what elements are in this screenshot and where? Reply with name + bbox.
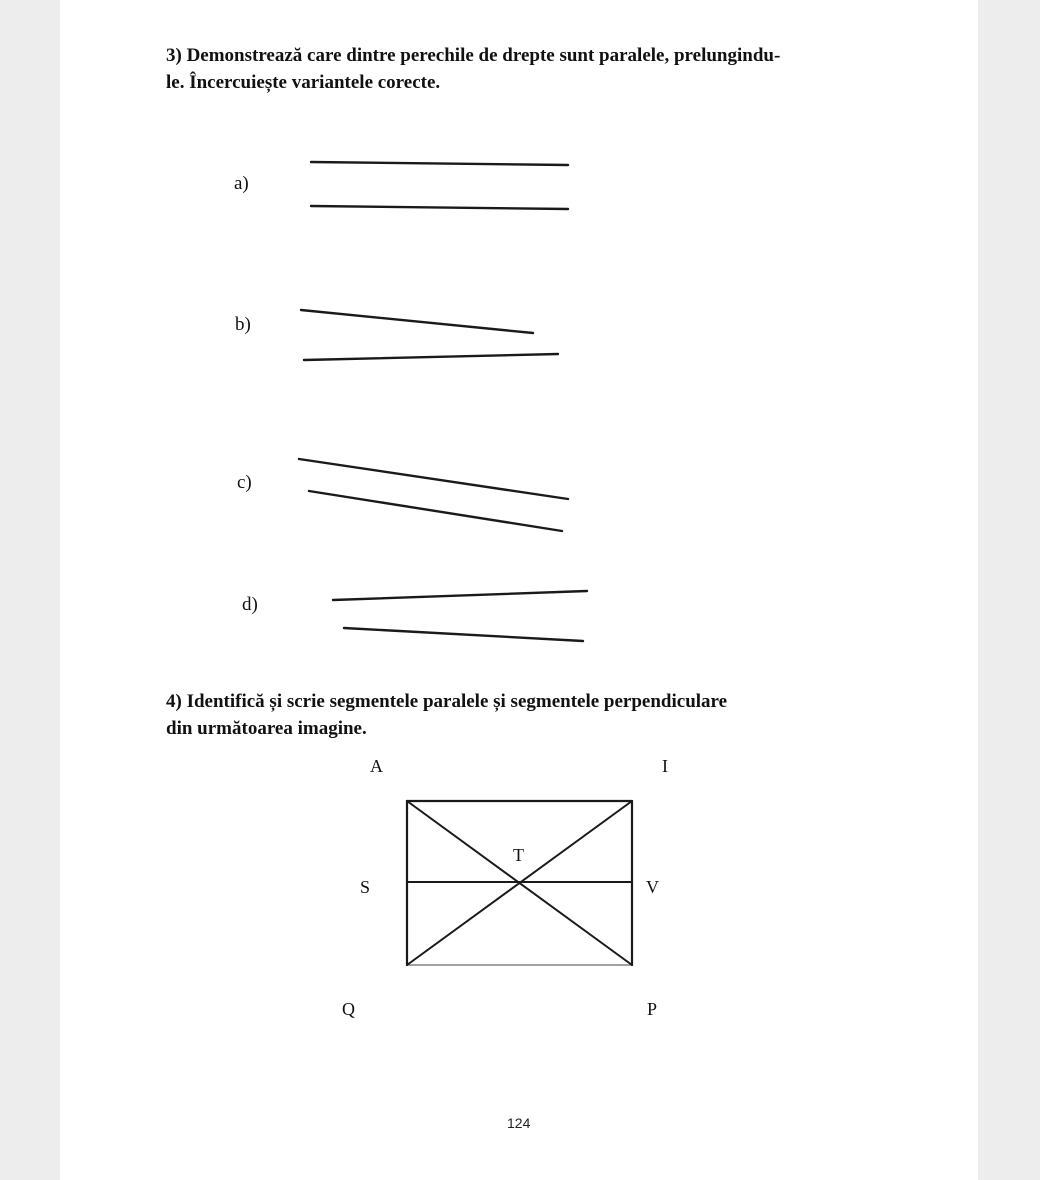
point-label-i: I: [662, 756, 668, 776]
question-3-line-2: le. Încercuiește variantele corecte.: [166, 72, 441, 93]
option-c-line-2: [309, 491, 562, 531]
option-c-lines: [299, 459, 568, 531]
option-c-line-1: [299, 459, 568, 499]
option-a-line-2: [311, 206, 568, 209]
point-label-q: Q: [342, 999, 355, 1019]
question-4-line-2: din următoarea imagine.: [166, 718, 367, 739]
option-d-line-1: [333, 591, 587, 600]
option-a-label: a): [234, 173, 249, 194]
option-d-line-2: [344, 628, 583, 641]
option-b-label: b): [235, 314, 251, 335]
point-label-s: S: [360, 877, 371, 897]
option-b-line-1: [301, 310, 533, 333]
point-label-t: T: [513, 845, 524, 865]
point-label-v: V: [646, 877, 659, 897]
option-d-label: d): [242, 594, 258, 615]
question-4-line-1: 4) Identifică și scrie segmentele paralele și segmentele perpendiculare: [166, 691, 728, 712]
question-3-line-1: 3) Demonstrează care dintre perechile de drepte sunt paralele, prelungindu-: [166, 45, 781, 66]
option-d-lines: [333, 591, 587, 641]
rectangle-figure: [407, 801, 632, 965]
point-label-p: P: [647, 999, 658, 1019]
option-b-line-2: [304, 354, 558, 360]
option-a-line-1: [311, 162, 568, 165]
option-c-label: c): [237, 472, 252, 493]
page-number: 124: [507, 1115, 531, 1131]
option-b-lines: [301, 310, 558, 360]
point-label-a: A: [370, 756, 383, 776]
option-a-lines: [311, 162, 568, 209]
